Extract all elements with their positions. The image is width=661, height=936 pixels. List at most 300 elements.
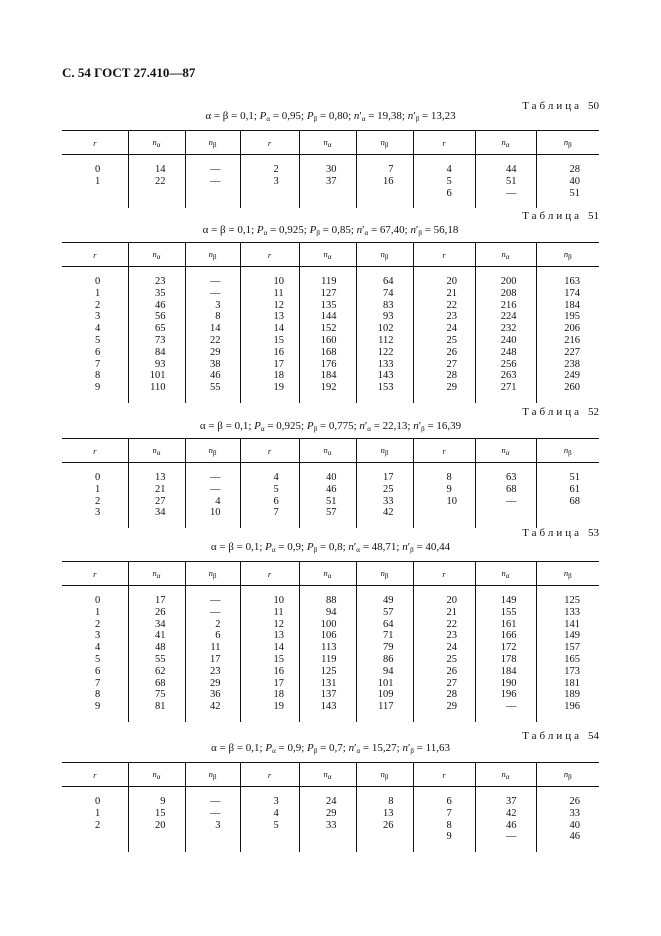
table-cell: 10 (413, 496, 475, 508)
table-cell (475, 507, 536, 519)
table-cell: 113 (299, 642, 356, 654)
header-row (62, 562, 599, 586)
table-cell: 216 (536, 335, 599, 347)
table-cell: 143 (299, 701, 356, 713)
table-cell: 27 (128, 496, 185, 508)
table-cell: 15 (128, 808, 185, 820)
table-cell: 21 (413, 288, 475, 300)
table-cell: 93 (356, 311, 413, 323)
table-cell: 5 (240, 484, 299, 496)
table-cell: — (475, 701, 536, 713)
table-cell: 3 (240, 796, 299, 808)
table-cell: 34 (128, 619, 185, 631)
table-row (62, 808, 599, 820)
table-row (62, 484, 599, 496)
column-header: $n_\alpha$ (299, 763, 356, 787)
table-cell: 216 (475, 300, 536, 312)
spacer-row (62, 463, 599, 473)
table-cell (413, 507, 475, 519)
table-cell: 4 (95, 323, 101, 335)
table-label (522, 210, 599, 222)
table-cell: 27 (413, 678, 475, 690)
table-cell: 248 (475, 347, 536, 359)
header-row (62, 439, 599, 463)
table-cell: 127 (299, 288, 356, 300)
table-cell: 73 (128, 335, 185, 347)
table-cell (128, 188, 185, 200)
table-cell: — (185, 607, 240, 619)
table-cell: 11 (240, 607, 299, 619)
table-cell: 119 (299, 276, 356, 288)
table-cell: 6 (240, 496, 299, 508)
table-cell: 24 (413, 323, 475, 335)
column-header: r (413, 439, 475, 463)
table-cell: 26 (356, 820, 413, 832)
table-cell: 249 (536, 370, 599, 382)
table-cell: 2 (185, 619, 240, 631)
table-cell (356, 831, 413, 843)
table-cell: — (185, 276, 240, 288)
table-cell: — (185, 176, 240, 188)
table-cell: 195 (536, 311, 599, 323)
table-row (62, 507, 599, 519)
table-word: Таблица (522, 100, 582, 112)
table-cell: — (475, 496, 536, 508)
column-header: r (413, 131, 475, 155)
table-parameters: α = β = 0,1; $P_\alpha = 0,95$; $P_\beta = 0,80$; $n'_\alpha = 19,38$; $n'_\beta = 13,23$ (205, 110, 456, 123)
table-cell: 137 (299, 689, 356, 701)
data-table (62, 438, 599, 528)
table-cell: 12 (240, 300, 299, 312)
spacer-row (62, 394, 599, 403)
column-header: r (240, 439, 299, 463)
table-cell: 1 (95, 606, 101, 618)
table-cell: 68 (475, 484, 536, 496)
table-cell: 14 (240, 323, 299, 335)
table-cell: 28 (413, 370, 475, 382)
table-row (62, 176, 599, 188)
column-header: r (413, 243, 475, 267)
table-cell: 271 (475, 382, 536, 394)
table-cell: 56 (128, 311, 185, 323)
spacer-row (62, 199, 599, 208)
table-cell: 15 (240, 654, 299, 666)
table-cell: 174 (536, 288, 599, 300)
column-header: $n_\beta$ (185, 243, 240, 267)
table-cell: 200 (475, 276, 536, 288)
table-cell: 112 (356, 335, 413, 347)
table-cell: 33 (356, 496, 413, 508)
table-cell: 16 (240, 347, 299, 359)
table-cell: 17 (240, 359, 299, 371)
table-cell: 42 (356, 507, 413, 519)
table-cell: 153 (356, 382, 413, 394)
table-cell: 19 (240, 701, 299, 713)
header-row (62, 131, 599, 155)
table-cell: 29 (413, 701, 475, 713)
table-cell: 29 (185, 678, 240, 690)
table-cell: 190 (475, 678, 536, 690)
column-header: $n_\beta$ (536, 243, 599, 267)
table-cell: 20 (413, 276, 475, 288)
table-cell: 42 (475, 808, 536, 820)
table-cell: 44 (475, 164, 536, 176)
table-cell: 178 (475, 654, 536, 666)
table-cell: 51 (536, 472, 599, 484)
column-header: $n_\beta$ (185, 131, 240, 155)
column-header: $n_\alpha$ (128, 243, 185, 267)
table-word: Таблица (522, 406, 582, 418)
table-cell: 8 (413, 472, 475, 484)
table-cell: 101 (128, 370, 185, 382)
column-header: $n_\beta$ (356, 243, 413, 267)
table-cell: 23 (128, 276, 185, 288)
column-header: r (62, 131, 128, 155)
table-cell: 13 (240, 630, 299, 642)
table-cell: 12 (240, 619, 299, 631)
column-header: $n_\alpha$ (475, 763, 536, 787)
table-cell: 5 (413, 176, 475, 188)
table-cell: 21 (413, 607, 475, 619)
table-row (62, 311, 599, 323)
table-cell: 149 (475, 595, 536, 607)
table-cell: 117 (356, 701, 413, 713)
table-cell: 51 (299, 496, 356, 508)
table-cell: 238 (536, 359, 599, 371)
table-cell: 1 (95, 287, 101, 299)
table-cell: 16 (240, 666, 299, 678)
table-cell: 17 (185, 654, 240, 666)
table-number: 53 (588, 527, 599, 539)
table-row (62, 820, 599, 832)
column-header: $n_\beta$ (356, 439, 413, 463)
spacer-row (62, 843, 599, 852)
table-cell: 46 (475, 820, 536, 832)
table-cell: 22 (413, 619, 475, 631)
table-cell: 46 (185, 370, 240, 382)
table-cell: 7 (95, 358, 101, 370)
spacer-row (62, 519, 599, 528)
table-cell: 7 (95, 677, 101, 689)
table-parameters: α = β = 0,1; $P_\alpha = 0,925$; $P_\beta = 0,775$; $n'_\alpha = 22,13$; $n'_\beta = 16,39$ (199, 420, 462, 433)
column-header: r (240, 763, 299, 787)
table-cell: 18 (240, 370, 299, 382)
table-cell: 8 (95, 689, 101, 701)
table-row (62, 347, 599, 359)
table-row (62, 678, 599, 690)
table-cell: 25 (356, 484, 413, 496)
table-cell: 17 (128, 595, 185, 607)
table-cell: 7 (240, 507, 299, 519)
table-cell: 8 (185, 311, 240, 323)
table-cell: 106 (299, 630, 356, 642)
table-cell: 83 (356, 300, 413, 312)
table-cell: 133 (536, 607, 599, 619)
table-cell: 10 (185, 507, 240, 519)
table-cell: 22 (185, 335, 240, 347)
column-header: $n_\beta$ (185, 763, 240, 787)
table-cell: 1 (95, 807, 101, 819)
table-cell: 196 (536, 701, 599, 713)
table-cell: 161 (475, 619, 536, 631)
table-cell: 184 (475, 666, 536, 678)
table-cell: 6 (95, 665, 101, 677)
table-cell: 173 (536, 666, 599, 678)
table-number: 50 (588, 100, 599, 112)
table-parameters: α = β = 0,1; $P_\alpha = 0,9$; $P_\beta = 0,7$; $n'_\alpha = 15,27$; $n'_\beta = 11,63$ (211, 742, 450, 755)
table-cell: 6 (95, 346, 101, 358)
table-row (62, 472, 599, 484)
table-cell: 143 (356, 370, 413, 382)
table-cell: 62 (128, 666, 185, 678)
table-cell: 8 (413, 820, 475, 832)
table-cell: 68 (536, 496, 599, 508)
column-header: $n_\beta$ (536, 439, 599, 463)
table-cell: 57 (356, 607, 413, 619)
spacer-row (62, 586, 599, 596)
column-header: r (62, 243, 128, 267)
table-cell (240, 188, 299, 200)
table-cell: 189 (536, 689, 599, 701)
table-cell: 16 (356, 176, 413, 188)
table-cell: 0 (95, 276, 101, 287)
table-row (62, 496, 599, 508)
table-cell: 33 (536, 808, 599, 820)
table-cell: 29 (299, 808, 356, 820)
spacer-row (62, 267, 599, 277)
data-table (62, 762, 599, 852)
table-cell: 0 (95, 796, 101, 807)
table-cell: 22 (128, 176, 185, 188)
table-cell: 10 (240, 595, 299, 607)
table-cell: 57 (299, 507, 356, 519)
table-cell (356, 188, 413, 200)
table-cell: 46 (128, 300, 185, 312)
table-cell: 51 (475, 176, 536, 188)
table-cell: 17 (356, 472, 413, 484)
table-cell: — (185, 808, 240, 820)
table-row (62, 654, 599, 666)
table-cell: 65 (128, 323, 185, 335)
column-header: $n_\alpha$ (128, 763, 185, 787)
table-row (62, 323, 599, 335)
table-number: 52 (588, 406, 599, 418)
table-cell: 232 (475, 323, 536, 335)
table-cell: 163 (536, 276, 599, 288)
table-row (62, 335, 599, 347)
table-cell: 8 (356, 796, 413, 808)
table-cell (185, 188, 240, 200)
table-cell: 29 (185, 347, 240, 359)
table-row (62, 382, 599, 394)
table-cell: 14 (128, 164, 185, 176)
table-cell: 17 (240, 678, 299, 690)
table-cell: 2 (95, 495, 101, 507)
table-cell: 13 (240, 311, 299, 323)
table-row (62, 666, 599, 678)
table-cell: — (185, 484, 240, 496)
table-cell: 2 (240, 164, 299, 176)
table-cell: 41 (128, 630, 185, 642)
table-cell: 176 (299, 359, 356, 371)
column-header: $n_\alpha$ (128, 562, 185, 586)
table-row (62, 300, 599, 312)
table-cell: — (185, 288, 240, 300)
column-header: r (240, 243, 299, 267)
table-parameters: α = β = 0,1; $P_\alpha = 0,9$; $P_\beta = 0,8$; $n'_\alpha = 48,71$; $n'_\beta = 40,44$ (210, 541, 451, 554)
column-header: $n_\beta$ (356, 763, 413, 787)
table-cell: 28 (536, 164, 599, 176)
table-cell: 240 (475, 335, 536, 347)
column-header: $n_\beta$ (356, 562, 413, 586)
column-header: r (62, 763, 128, 787)
table-cell: 24 (413, 642, 475, 654)
column-header: r (240, 562, 299, 586)
table-cell: 141 (536, 619, 599, 631)
table-cell: 192 (299, 382, 356, 394)
table-cell: 184 (536, 300, 599, 312)
table-cell: 61 (536, 484, 599, 496)
data-table (62, 561, 599, 722)
column-header: $n_\alpha$ (475, 439, 536, 463)
table-cell: 3 (185, 820, 240, 832)
table-word: Таблица (522, 210, 582, 222)
table-row (62, 619, 599, 631)
table-cell: 208 (475, 288, 536, 300)
column-header: r (62, 439, 128, 463)
table-cell: — (475, 831, 536, 843)
table-cell: 27 (413, 359, 475, 371)
table-cell: 26 (413, 666, 475, 678)
table-cell: 29 (413, 382, 475, 394)
table-cell: 144 (299, 311, 356, 323)
table-cell: 224 (475, 311, 536, 323)
table-cell: 88 (299, 595, 356, 607)
table-cell: 40 (536, 820, 599, 832)
table-cell: 5 (95, 653, 101, 665)
column-header: r (413, 562, 475, 586)
table-cell: 160 (299, 335, 356, 347)
table-word: Таблица (522, 730, 582, 742)
table-cell: 34 (128, 507, 185, 519)
table-number: 51 (588, 210, 599, 222)
table-cell: 4 (95, 642, 101, 654)
table-row (62, 796, 599, 808)
table-cell: 152 (299, 323, 356, 335)
table-cell: 133 (356, 359, 413, 371)
table-cell: 9 (95, 701, 101, 713)
table-cell: 3 (240, 176, 299, 188)
table-cell (536, 507, 599, 519)
table-cell: 181 (536, 678, 599, 690)
table-cell: 6 (413, 188, 475, 200)
column-header: r (413, 763, 475, 787)
table-cell: 36 (185, 689, 240, 701)
table-cell: 25 (413, 654, 475, 666)
table-cell: 2 (95, 299, 101, 311)
table-cell: 3 (185, 300, 240, 312)
data-table (62, 242, 599, 403)
table-cell: 33 (299, 820, 356, 832)
table-cell: 18 (240, 689, 299, 701)
table-cell: 68 (128, 678, 185, 690)
table-cell: 1 (95, 175, 101, 187)
table-cell: 64 (356, 619, 413, 631)
header-row (62, 763, 599, 787)
table-row (62, 595, 599, 607)
table-cell: 125 (299, 666, 356, 678)
table-cell: 35 (128, 288, 185, 300)
table-cell: 94 (356, 666, 413, 678)
table-cell: 166 (475, 630, 536, 642)
table-cell: 14 (240, 642, 299, 654)
table-cell: 40 (299, 472, 356, 484)
table-cell: 263 (475, 370, 536, 382)
column-header: $n_\alpha$ (299, 243, 356, 267)
table-cell: 42 (185, 701, 240, 713)
table-cell (128, 831, 185, 843)
column-header: r (240, 131, 299, 155)
column-header: r (62, 562, 128, 586)
table-cell: 84 (128, 347, 185, 359)
column-header: $n_\alpha$ (128, 131, 185, 155)
table-cell: 22 (413, 300, 475, 312)
table-cell: 26 (536, 796, 599, 808)
table-cell: 9 (95, 382, 101, 394)
column-header: $n_\beta$ (536, 131, 599, 155)
table-label (522, 406, 599, 418)
column-header: $n_\beta$ (356, 131, 413, 155)
table-row (62, 607, 599, 619)
table-cell: — (185, 472, 240, 484)
table-cell: 71 (356, 630, 413, 642)
column-header: $n_\alpha$ (299, 562, 356, 586)
table-cell: 5 (240, 820, 299, 832)
table-cell: 4 (185, 496, 240, 508)
table-cell: 11 (240, 288, 299, 300)
table-cell: 260 (536, 382, 599, 394)
table-cell: 14 (185, 323, 240, 335)
table-cell: 3 (95, 507, 101, 519)
table-cell: — (185, 595, 240, 607)
table-row (62, 370, 599, 382)
table-cell: 168 (299, 347, 356, 359)
header-row (62, 243, 599, 267)
table-row (62, 188, 599, 200)
table-row (62, 164, 599, 176)
table-cell: 227 (536, 347, 599, 359)
table-cell: 63 (475, 472, 536, 484)
column-header: $n_\alpha$ (475, 243, 536, 267)
table-cell: 49 (356, 595, 413, 607)
table-cell: 10 (240, 276, 299, 288)
table-cell: 165 (536, 654, 599, 666)
column-header: $n_\beta$ (536, 763, 599, 787)
table-cell: 4 (240, 472, 299, 484)
table-cell: 28 (413, 689, 475, 701)
table-cell (185, 831, 240, 843)
table-cell: 157 (536, 642, 599, 654)
table-cell: 20 (413, 595, 475, 607)
table-cell: 46 (536, 831, 599, 843)
table-label (522, 527, 599, 539)
table-cell: 155 (475, 607, 536, 619)
table-cell: 110 (128, 382, 185, 394)
table-cell: 0 (95, 472, 101, 483)
table-cell: 94 (299, 607, 356, 619)
table-cell: 1 (95, 483, 101, 495)
table-row (62, 831, 599, 843)
